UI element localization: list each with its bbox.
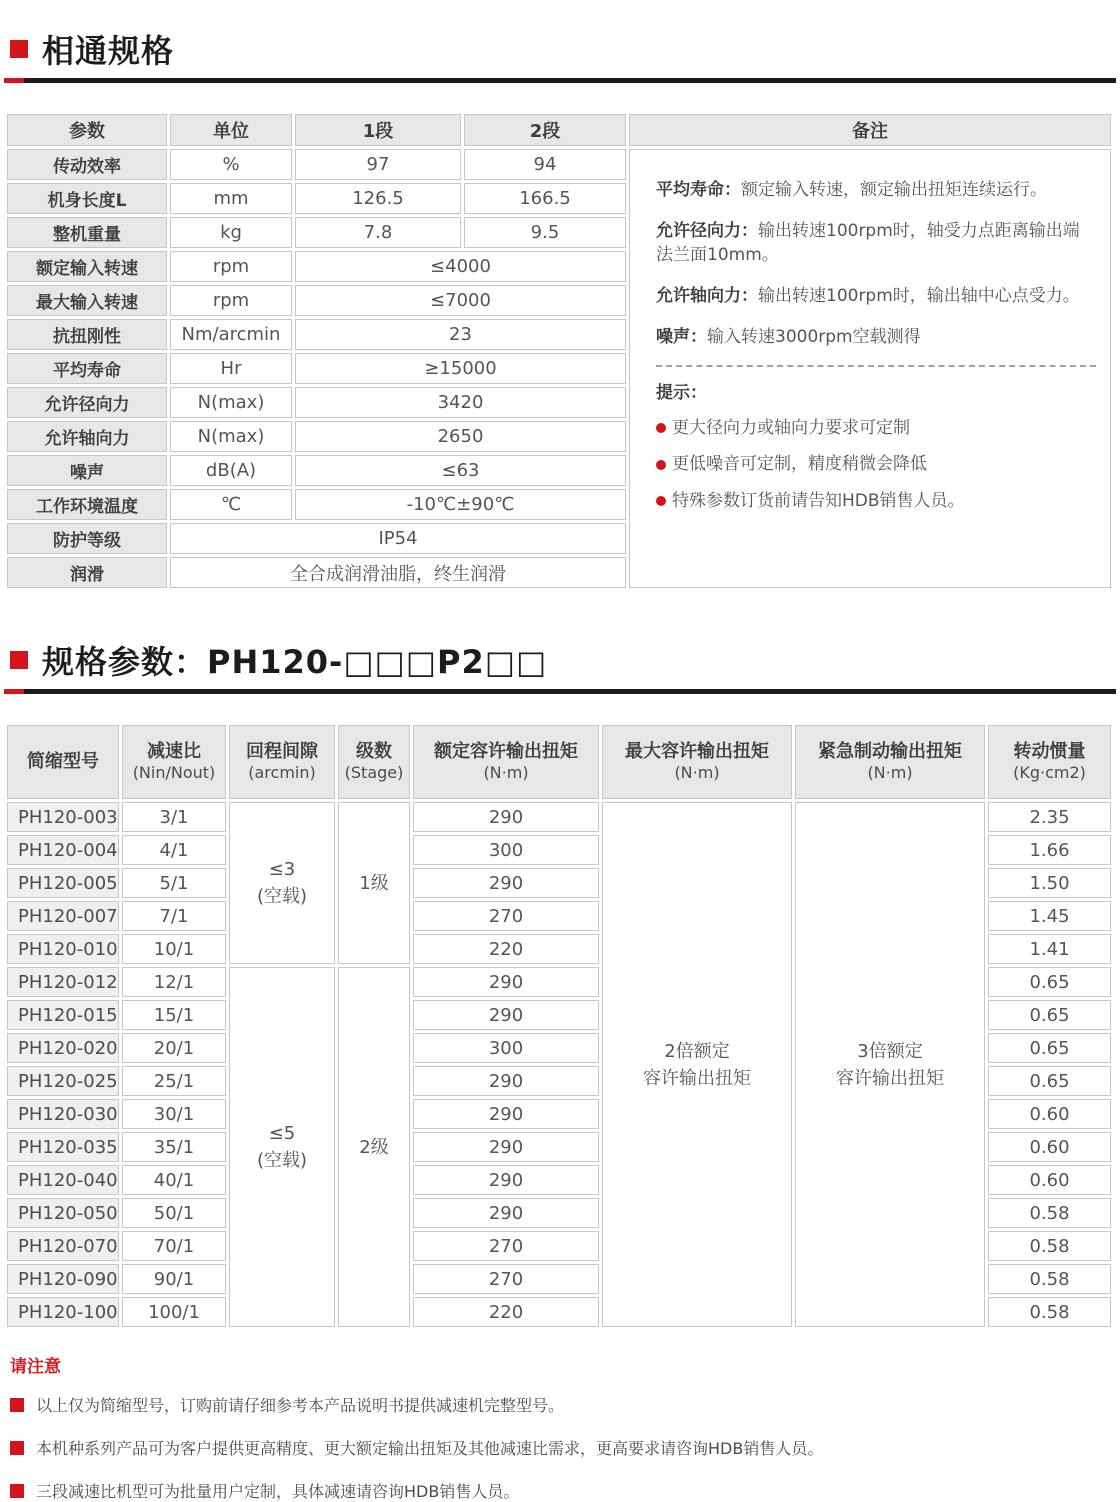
unit-value: dB(A): [170, 455, 292, 486]
col-header-unit: 单位: [170, 114, 292, 146]
param-label: 允许轴向力: [7, 421, 167, 452]
inertia-value: 0.58: [988, 1198, 1111, 1228]
shared-value: 2650: [295, 421, 626, 452]
ratio-value: 15/1: [122, 1000, 226, 1030]
col-header-rated-torque: 额定容许输出扭矩 (N·m): [413, 725, 599, 799]
unit-value: %: [170, 149, 292, 180]
ratio-value: 25/1: [122, 1066, 226, 1096]
unit-value: Hr: [170, 353, 292, 384]
col-header-remarks: 备注: [629, 114, 1111, 146]
remark-paragraph: 允许径向力：输出转速100rpm时，轴受力点距离输出端法兰面10mm。: [656, 220, 1080, 266]
ratio-value: 7/1: [122, 901, 226, 931]
param-label: 整机重量: [7, 217, 167, 248]
rated-torque-value: 290: [413, 1000, 599, 1030]
stage1-value: 126.5: [295, 183, 461, 214]
model-code: PH120-004: [7, 835, 119, 865]
col-header-stage1: 1段: [295, 114, 461, 146]
rated-torque-value: 290: [413, 1198, 599, 1228]
param-label: 润滑: [7, 557, 167, 588]
title-underline: [4, 78, 1116, 83]
brake-torque-merged-cell: 3倍额定 容许输出扭矩: [795, 802, 985, 1327]
red-dot-bullet-icon: [656, 460, 666, 470]
param-label: 噪声: [7, 455, 167, 486]
unit-value: mm: [170, 183, 292, 214]
model-specs-table: [4, 722, 1114, 1330]
inertia-value: 0.65: [988, 1066, 1111, 1096]
param-label: 最大输入转速: [7, 285, 167, 316]
common-specs-table: [4, 111, 1114, 591]
unit-value: rpm: [170, 285, 292, 316]
stage-group2-cell: 2级: [338, 967, 410, 1327]
red-square-bullet-icon: [10, 1441, 24, 1455]
unit-value: N(max): [170, 421, 292, 452]
ratio-value: 10/1: [122, 934, 226, 964]
table-row: [7, 149, 1111, 180]
param-label: 平均寿命: [7, 353, 167, 384]
spec-sheet-page: [0, 26, 1120, 1502]
inertia-value: 0.65: [988, 967, 1111, 997]
red-dot-bullet-icon: [656, 423, 666, 433]
rated-torque-value: 300: [413, 835, 599, 865]
model-code: PH120-100: [7, 1297, 119, 1327]
tips-title: 提示：: [656, 383, 707, 404]
model-code: PH120-005: [7, 868, 119, 898]
ratio-value: 50/1: [122, 1198, 226, 1228]
backlash-group2-cell: ≤5 (空载): [229, 967, 335, 1327]
shared-value: ≤63: [295, 455, 626, 486]
spec-header-row: [7, 114, 1111, 146]
rated-torque-value: 270: [413, 1264, 599, 1294]
model-code: PH120-050: [7, 1198, 119, 1228]
section-header-common-specs: [4, 26, 1116, 83]
param-label: 机身长度L: [7, 183, 167, 214]
backlash-group1-cell: ≤3 (空载): [229, 802, 335, 964]
inertia-value: 2.35: [988, 802, 1111, 832]
col-header-backlash: 回程间隙 (arcmin): [229, 725, 335, 799]
notes-list: [10, 1393, 1116, 1502]
list-item: 特殊参数订货前请告知HDB销售人员。: [656, 489, 1096, 514]
inertia-value: 0.65: [988, 1033, 1111, 1063]
shared-value: ≥15000: [295, 353, 626, 384]
red-dot-bullet-icon: [656, 496, 666, 506]
section-title-model-specs: 规格参数：PH120-□□□P2□□: [42, 643, 548, 681]
ratio-value: 3/1: [122, 802, 226, 832]
rated-torque-value: 290: [413, 802, 599, 832]
red-square-bullet-icon: [10, 40, 28, 58]
table-row: [7, 802, 1111, 832]
shared-value: ≤4000: [295, 251, 626, 282]
inertia-value: 1.50: [988, 868, 1111, 898]
model-code: PH120-020: [7, 1033, 119, 1063]
stage1-value: 97: [295, 149, 461, 180]
col-header-max-torque: 最大容许输出扭矩 (N·m): [602, 725, 792, 799]
col-header-model: 简缩型号: [7, 725, 119, 799]
model-code: PH120-040: [7, 1165, 119, 1195]
shared-value: 23: [295, 319, 626, 350]
ratio-value: 30/1: [122, 1099, 226, 1129]
inertia-value: 0.60: [988, 1132, 1111, 1162]
inertia-value: 0.60: [988, 1165, 1111, 1195]
list-item: 更低噪音可定制，精度稍微会降低: [656, 452, 1096, 477]
remarks-cell: [629, 149, 1111, 588]
inertia-value: 0.58: [988, 1297, 1111, 1327]
list-item: 更大径向力或轴向力要求可定制: [656, 416, 1096, 441]
inertia-value: 0.65: [988, 1000, 1111, 1030]
remark-paragraph: 噪声：输入转速3000rpm空载测得: [656, 326, 921, 347]
param-label: 传动效率: [7, 149, 167, 180]
rated-torque-value: 270: [413, 901, 599, 931]
section-title-common-specs: 相通规格: [42, 32, 175, 70]
ratio-value: 100/1: [122, 1297, 226, 1327]
rated-torque-value: 290: [413, 1066, 599, 1096]
list-item: 以上仅为简缩型号，订购前请仔细参考本产品说明书提供减速机完整型号。: [10, 1393, 1116, 1416]
stage2-value: 94: [464, 149, 626, 180]
ratio-value: 90/1: [122, 1264, 226, 1294]
dashed-divider: [656, 365, 1096, 367]
remark-paragraph: 平均寿命：额定输入转速，额定输出扭矩连续运行。: [656, 180, 1047, 200]
stage1-value: 7.8: [295, 217, 461, 248]
col-header-inertia: 转动惯量 (Kg·cm2): [988, 725, 1111, 799]
stage2-value: 166.5: [464, 183, 626, 214]
rated-torque-value: 290: [413, 967, 599, 997]
rated-torque-value: 270: [413, 1231, 599, 1261]
col-header-param: 参数: [7, 114, 167, 146]
ratio-value: 20/1: [122, 1033, 226, 1063]
red-square-bullet-icon: [10, 1398, 24, 1412]
unit-value: kg: [170, 217, 292, 248]
inertia-value: 1.45: [988, 901, 1111, 931]
unit-value: ℃: [170, 489, 292, 520]
col-header-stage: 级数 (Stage): [338, 725, 410, 799]
notes-title: 请注意: [10, 1357, 61, 1377]
model-code: PH120-015: [7, 1000, 119, 1030]
full-row-value: IP54: [170, 523, 626, 554]
red-square-bullet-icon: [10, 651, 28, 669]
rated-torque-value: 290: [413, 1165, 599, 1195]
param-label: 额定输入转速: [7, 251, 167, 282]
model-code: PH120-025: [7, 1066, 119, 1096]
stage2-value: 9.5: [464, 217, 626, 248]
section-header-model-specs: [4, 637, 1116, 694]
max-torque-merged-cell: 2倍额定 容许输出扭矩: [602, 802, 792, 1327]
inertia-value: 0.58: [988, 1264, 1111, 1294]
model-code: PH120-030: [7, 1099, 119, 1129]
model-code: PH120-007: [7, 901, 119, 931]
list-item: 三段减速比机型可为批量用户定制，具体减速请咨询HDB销售人员。: [10, 1479, 1116, 1502]
list-item: 本机种系列产品可为客户提供更高精度、更大额定输出扭矩及其他减速比需求，更高要求请咨询HDB销售人员。: [10, 1436, 1116, 1459]
ratio-value: 12/1: [122, 967, 226, 997]
rated-torque-value: 220: [413, 1297, 599, 1327]
unit-value: rpm: [170, 251, 292, 282]
col-header-ratio: 减速比 (Nin/Nout): [122, 725, 226, 799]
col-header-brake-torque: 紧急制动输出扭矩 (N·m): [795, 725, 985, 799]
red-square-bullet-icon: [10, 1484, 24, 1498]
model-code: PH120-012: [7, 967, 119, 997]
ratio-value: 70/1: [122, 1231, 226, 1261]
shared-value: -10℃±90℃: [295, 489, 626, 520]
rated-torque-value: 220: [413, 934, 599, 964]
model-code: PH120-070: [7, 1231, 119, 1261]
stage-group1-cell: 1级: [338, 802, 410, 964]
param-label: 防护等级: [7, 523, 167, 554]
rated-torque-value: 290: [413, 1132, 599, 1162]
ratio-value: 5/1: [122, 868, 226, 898]
col-header-stage2: 2段: [464, 114, 626, 146]
rated-torque-value: 300: [413, 1033, 599, 1063]
inertia-value: 0.58: [988, 1231, 1111, 1261]
footer-notes: [10, 1352, 1116, 1502]
full-row-value: 全合成润滑油脂，终生润滑: [170, 557, 626, 588]
unit-value: Nm/arcmin: [170, 319, 292, 350]
model-code: PH120-003: [7, 802, 119, 832]
ratio-value: 35/1: [122, 1132, 226, 1162]
shared-value: 3420: [295, 387, 626, 418]
param-label: 抗扭刚性: [7, 319, 167, 350]
shared-value: ≤7000: [295, 285, 626, 316]
model-code: PH120-035: [7, 1132, 119, 1162]
unit-value: N(max): [170, 387, 292, 418]
tips-list: [656, 416, 1096, 514]
model-header-row: [7, 725, 1111, 799]
title-underline: [4, 689, 1116, 694]
inertia-value: 1.41: [988, 934, 1111, 964]
param-label: 允许径向力: [7, 387, 167, 418]
model-code: PH120-010: [7, 934, 119, 964]
rated-torque-value: 290: [413, 1099, 599, 1129]
inertia-value: 0.60: [988, 1099, 1111, 1129]
model-code: PH120-090: [7, 1264, 119, 1294]
ratio-value: 40/1: [122, 1165, 226, 1195]
inertia-value: 1.66: [988, 835, 1111, 865]
rated-torque-value: 290: [413, 868, 599, 898]
ratio-value: 4/1: [122, 835, 226, 865]
param-label: 工作环境温度: [7, 489, 167, 520]
remark-paragraph: 允许轴向力：输出转速100rpm时，输出轴中心点受力。: [656, 285, 1080, 306]
